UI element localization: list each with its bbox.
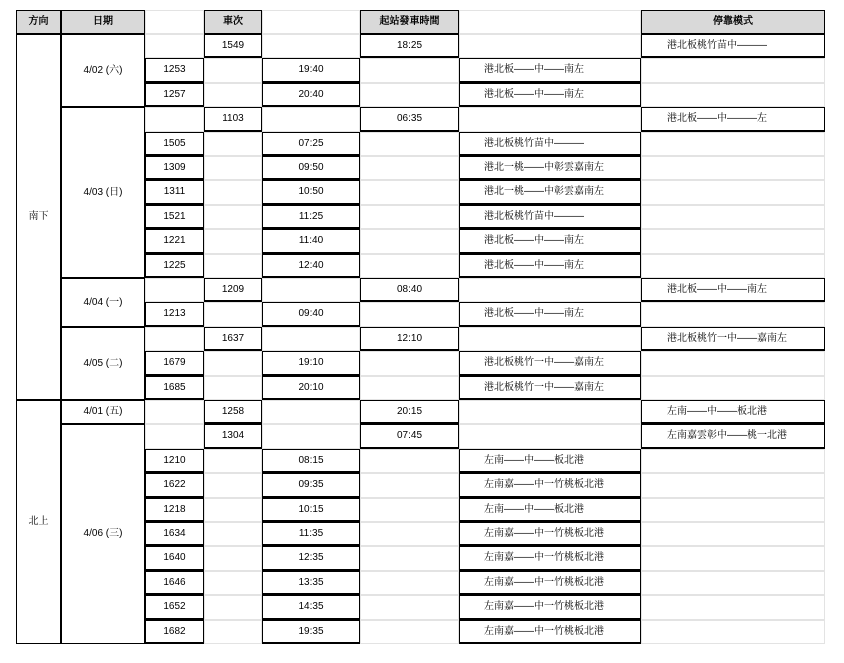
empty-cell (641, 473, 825, 498)
date-cell: 4/06 (三) (61, 424, 145, 644)
departure-time: 18:25 (360, 34, 459, 58)
empty-cell (145, 400, 204, 424)
train-number: 1652 (145, 595, 204, 620)
stop-pattern: 港北板桃竹苗中——— (459, 205, 641, 229)
stop-pattern: 左南嘉雲彰中——桃一北港 (641, 424, 825, 449)
stop-pattern: 左南嘉——中一竹桃板北港 (459, 522, 641, 546)
empty-cell (641, 229, 825, 254)
empty-cell (459, 424, 641, 449)
train-number: 1637 (204, 327, 262, 351)
empty-cell (145, 278, 204, 302)
header-train: 車次 (204, 10, 262, 34)
empty-cell (459, 34, 641, 58)
train-number: 1640 (145, 546, 204, 571)
stop-pattern: 港北板——中——南左 (459, 229, 641, 254)
departure-time: 19:35 (262, 620, 360, 644)
train-number: 1549 (204, 34, 262, 58)
departure-time: 11:40 (262, 229, 360, 254)
date-cell: 4/05 (二) (61, 327, 145, 400)
train-number: 1679 (145, 351, 204, 376)
empty-cell (360, 376, 459, 400)
stop-pattern: 港北板——中——南左 (641, 278, 825, 302)
empty-cell (360, 473, 459, 498)
empty-cell (204, 546, 262, 571)
empty-cell (204, 522, 262, 546)
stop-pattern: 左南嘉——中一竹桃板北港 (459, 595, 641, 620)
empty-cell (641, 254, 825, 278)
departure-time: 20:15 (360, 400, 459, 424)
stop-pattern: 左南嘉——中一竹桃板北港 (459, 620, 641, 644)
empty-cell (204, 376, 262, 400)
stop-pattern: 左南——中——板北港 (459, 498, 641, 522)
train-number: 1682 (145, 620, 204, 644)
empty-cell (641, 571, 825, 595)
departure-time: 12:40 (262, 254, 360, 278)
departure-time: 20:10 (262, 376, 360, 400)
train-number: 1221 (145, 229, 204, 254)
departure-time: 19:10 (262, 351, 360, 376)
empty-cell (360, 132, 459, 156)
empty-cell (204, 302, 262, 327)
empty-cell (204, 229, 262, 254)
train-number: 1646 (145, 571, 204, 595)
header-pattern: 停靠模式 (641, 10, 825, 34)
stop-pattern: 港北板——中———左 (641, 107, 825, 132)
empty-cell (641, 83, 825, 107)
empty-cell (262, 400, 360, 424)
train-number: 1309 (145, 156, 204, 180)
train-number: 1521 (145, 205, 204, 229)
empty-cell (360, 254, 459, 278)
empty-cell (641, 595, 825, 620)
departure-time: 08:15 (262, 449, 360, 473)
departure-time: 07:25 (262, 132, 360, 156)
empty-cell (641, 546, 825, 571)
empty-cell (360, 83, 459, 107)
empty-cell (262, 107, 360, 132)
stop-pattern: 左南——中——板北港 (641, 400, 825, 424)
departure-time: 20:40 (262, 83, 360, 107)
empty-cell (641, 351, 825, 376)
empty-cell (204, 473, 262, 498)
stop-pattern: 港北板——中——南左 (459, 254, 641, 278)
header-blank (459, 10, 641, 34)
train-number: 1311 (145, 180, 204, 205)
stop-pattern: 左南嘉——中一竹桃板北港 (459, 473, 641, 498)
stop-pattern: 港北板桃竹一中——嘉南左 (641, 327, 825, 351)
empty-cell (641, 302, 825, 327)
departure-time: 11:35 (262, 522, 360, 546)
empty-cell (459, 327, 641, 351)
empty-cell (204, 449, 262, 473)
empty-cell (459, 278, 641, 302)
empty-cell (360, 58, 459, 83)
stop-pattern: 港北一桃——中彰雲嘉南左 (459, 156, 641, 180)
empty-cell (145, 327, 204, 351)
departure-time: 07:45 (360, 424, 459, 449)
empty-cell (204, 620, 262, 644)
train-number: 1213 (145, 302, 204, 327)
departure-time: 12:35 (262, 546, 360, 571)
empty-cell (360, 229, 459, 254)
direction-cell: 北上 (16, 400, 61, 644)
departure-time: 09:40 (262, 302, 360, 327)
train-number: 1505 (145, 132, 204, 156)
header-blank (145, 10, 204, 34)
stop-pattern: 港北板桃竹一中——嘉南左 (459, 351, 641, 376)
stop-pattern: 港北一桃——中彰雲嘉南左 (459, 180, 641, 205)
empty-cell (360, 571, 459, 595)
empty-cell (204, 58, 262, 83)
empty-cell (641, 620, 825, 644)
empty-cell (262, 34, 360, 58)
empty-cell (641, 376, 825, 400)
empty-cell (204, 571, 262, 595)
train-number: 1258 (204, 400, 262, 424)
departure-time: 06:35 (360, 107, 459, 132)
empty-cell (360, 522, 459, 546)
empty-cell (204, 498, 262, 522)
empty-cell (360, 620, 459, 644)
header-date: 日期 (61, 10, 145, 34)
empty-cell (459, 107, 641, 132)
direction-cell: 南下 (16, 34, 61, 400)
empty-cell (360, 156, 459, 180)
train-number: 1253 (145, 58, 204, 83)
departure-time: 10:50 (262, 180, 360, 205)
departure-time: 14:35 (262, 595, 360, 620)
header-departure: 起站發車時間 (360, 10, 459, 34)
stop-pattern: 港北板桃竹苗中——— (641, 34, 825, 58)
train-number: 1218 (145, 498, 204, 522)
empty-cell (204, 156, 262, 180)
departure-time: 11:25 (262, 205, 360, 229)
empty-cell (145, 107, 204, 132)
departure-time: 12:10 (360, 327, 459, 351)
empty-cell (641, 58, 825, 83)
train-number: 1209 (204, 278, 262, 302)
departure-time: 10:15 (262, 498, 360, 522)
header-direction: 方向 (16, 10, 61, 34)
train-number: 1210 (145, 449, 204, 473)
train-number: 1634 (145, 522, 204, 546)
empty-cell (145, 34, 204, 58)
train-number: 1225 (145, 254, 204, 278)
date-cell: 4/02 (六) (61, 34, 145, 107)
empty-cell (641, 132, 825, 156)
departure-time: 09:35 (262, 473, 360, 498)
stop-pattern: 港北板——中——南左 (459, 302, 641, 327)
stop-pattern: 港北板桃竹一中——嘉南左 (459, 376, 641, 400)
empty-cell (204, 254, 262, 278)
empty-cell (641, 498, 825, 522)
empty-cell (360, 180, 459, 205)
train-number: 1257 (145, 83, 204, 107)
date-cell: 4/01 (五) (61, 400, 145, 424)
empty-cell (641, 180, 825, 205)
empty-cell (145, 424, 204, 449)
empty-cell (641, 522, 825, 546)
stop-pattern: 左南——中——板北港 (459, 449, 641, 473)
empty-cell (360, 302, 459, 327)
empty-cell (204, 205, 262, 229)
empty-cell (360, 595, 459, 620)
departure-time: 19:40 (262, 58, 360, 83)
train-number: 1304 (204, 424, 262, 449)
empty-cell (360, 546, 459, 571)
empty-cell (641, 205, 825, 229)
empty-cell (204, 351, 262, 376)
date-cell: 4/04 (一) (61, 278, 145, 327)
date-cell: 4/03 (日) (61, 107, 145, 278)
empty-cell (262, 424, 360, 449)
empty-cell (641, 156, 825, 180)
departure-time: 08:40 (360, 278, 459, 302)
empty-cell (204, 595, 262, 620)
stop-pattern: 港北板——中——南左 (459, 83, 641, 107)
train-number: 1103 (204, 107, 262, 132)
empty-cell (262, 278, 360, 302)
empty-cell (360, 351, 459, 376)
empty-cell (360, 205, 459, 229)
departure-time: 13:35 (262, 571, 360, 595)
empty-cell (262, 327, 360, 351)
train-number: 1685 (145, 376, 204, 400)
empty-cell (204, 83, 262, 107)
train-number: 1622 (145, 473, 204, 498)
empty-cell (360, 498, 459, 522)
stop-pattern: 左南嘉——中一竹桃板北港 (459, 546, 641, 571)
stop-pattern: 左南嘉——中一竹桃板北港 (459, 571, 641, 595)
empty-cell (204, 180, 262, 205)
empty-cell (360, 449, 459, 473)
empty-cell (204, 132, 262, 156)
stop-pattern: 港北板——中——南左 (459, 58, 641, 83)
header-blank (262, 10, 360, 34)
empty-cell (641, 449, 825, 473)
departure-time: 09:50 (262, 156, 360, 180)
empty-cell (459, 400, 641, 424)
stop-pattern: 港北板桃竹苗中——— (459, 132, 641, 156)
